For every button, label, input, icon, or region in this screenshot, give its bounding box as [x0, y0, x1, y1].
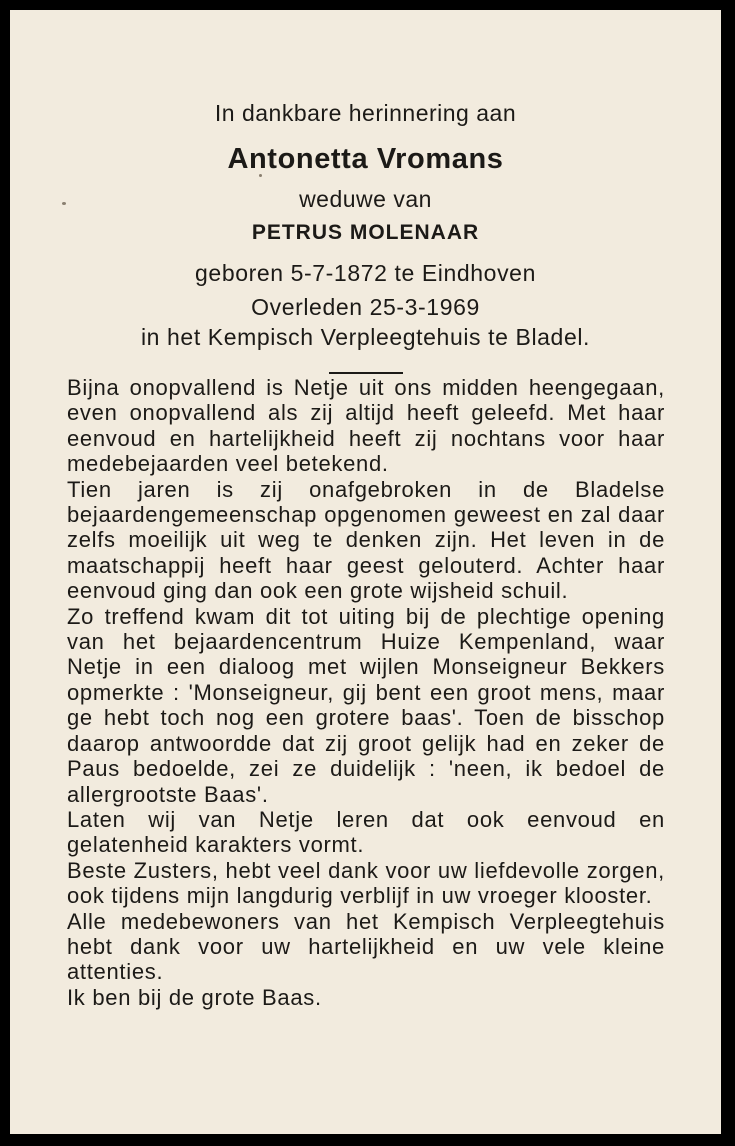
- paragraph: Zo treffend kwam dit tot uiting bij de plechtige opening van het bejaardencentrum Huize Kempenland, waar Netje in een dialoog met wijlen Monseigneur Bekkers opmerkte : 'Monseigneur, gij bent een groot mens, maar ge hebt toch nog een grotere baas'. Toen de bisschop daarop antwoordde dat zij groot gelijk had en zeker de Paus bedoelde, zei ze duidelijk : 'neen, ik bedoel de allergrootste Baas'.: [67, 603, 665, 807]
- birth-line: geboren 5-7-1872 te Eindhoven: [195, 260, 536, 286]
- intro-line: In dankbare herinnering aan: [214, 100, 517, 126]
- card-paper: [10, 10, 721, 1134]
- card-header: [10, 96, 721, 374]
- death-line: Overleden 25-3-1969: [251, 294, 480, 320]
- memorial-text: [67, 375, 665, 1010]
- deceased-name: Antonetta Vromans: [227, 143, 504, 175]
- paragraph: Laten wij van Netje leren dat ook eenvoud en gelatenheid karakters vormt.: [67, 806, 665, 858]
- paragraph: Bijna onopvallend is Netje uit ons midden heengegaan, even onopvallend als zij altijd heeft geleefd. Met haar eenvoud en hartelijkheid heeft zij nochtans voor haar medebejaarden veel betekend.: [67, 375, 665, 477]
- paragraph: Beste Zusters, hebt veel dank voor uw liefdevolle zorgen, ook tijdens mijn langdurig verblijf in uw vroeger klooster.: [67, 857, 665, 909]
- paragraph: Tien jaren is zij onafgebroken in de Bladelse bejaardengemeenschap opgenomen geweest en zal daar zelfs moeilijk uit weg te denken zijn. Het leven in de maatschappij heeft haar geest gelouterd. Achter haar eenvoud ging dan ook een grote wijsheid schuil.: [67, 476, 665, 604]
- divider-rule: [329, 372, 403, 374]
- death-place-line: in het Kempisch Verpleegtehuis te Bladel.: [140, 324, 591, 350]
- paragraph: Ik ben bij de grote Baas.: [67, 984, 322, 1010]
- husband-name: PETRUS MOLENAAR: [251, 221, 480, 244]
- widow-of-line: weduwe van: [299, 186, 432, 212]
- paragraph: Alle medebewoners van het Kempisch Verpleegtehuis hebt dank voor uw hartelijkheid en uw vele kleine attenties.: [67, 908, 665, 985]
